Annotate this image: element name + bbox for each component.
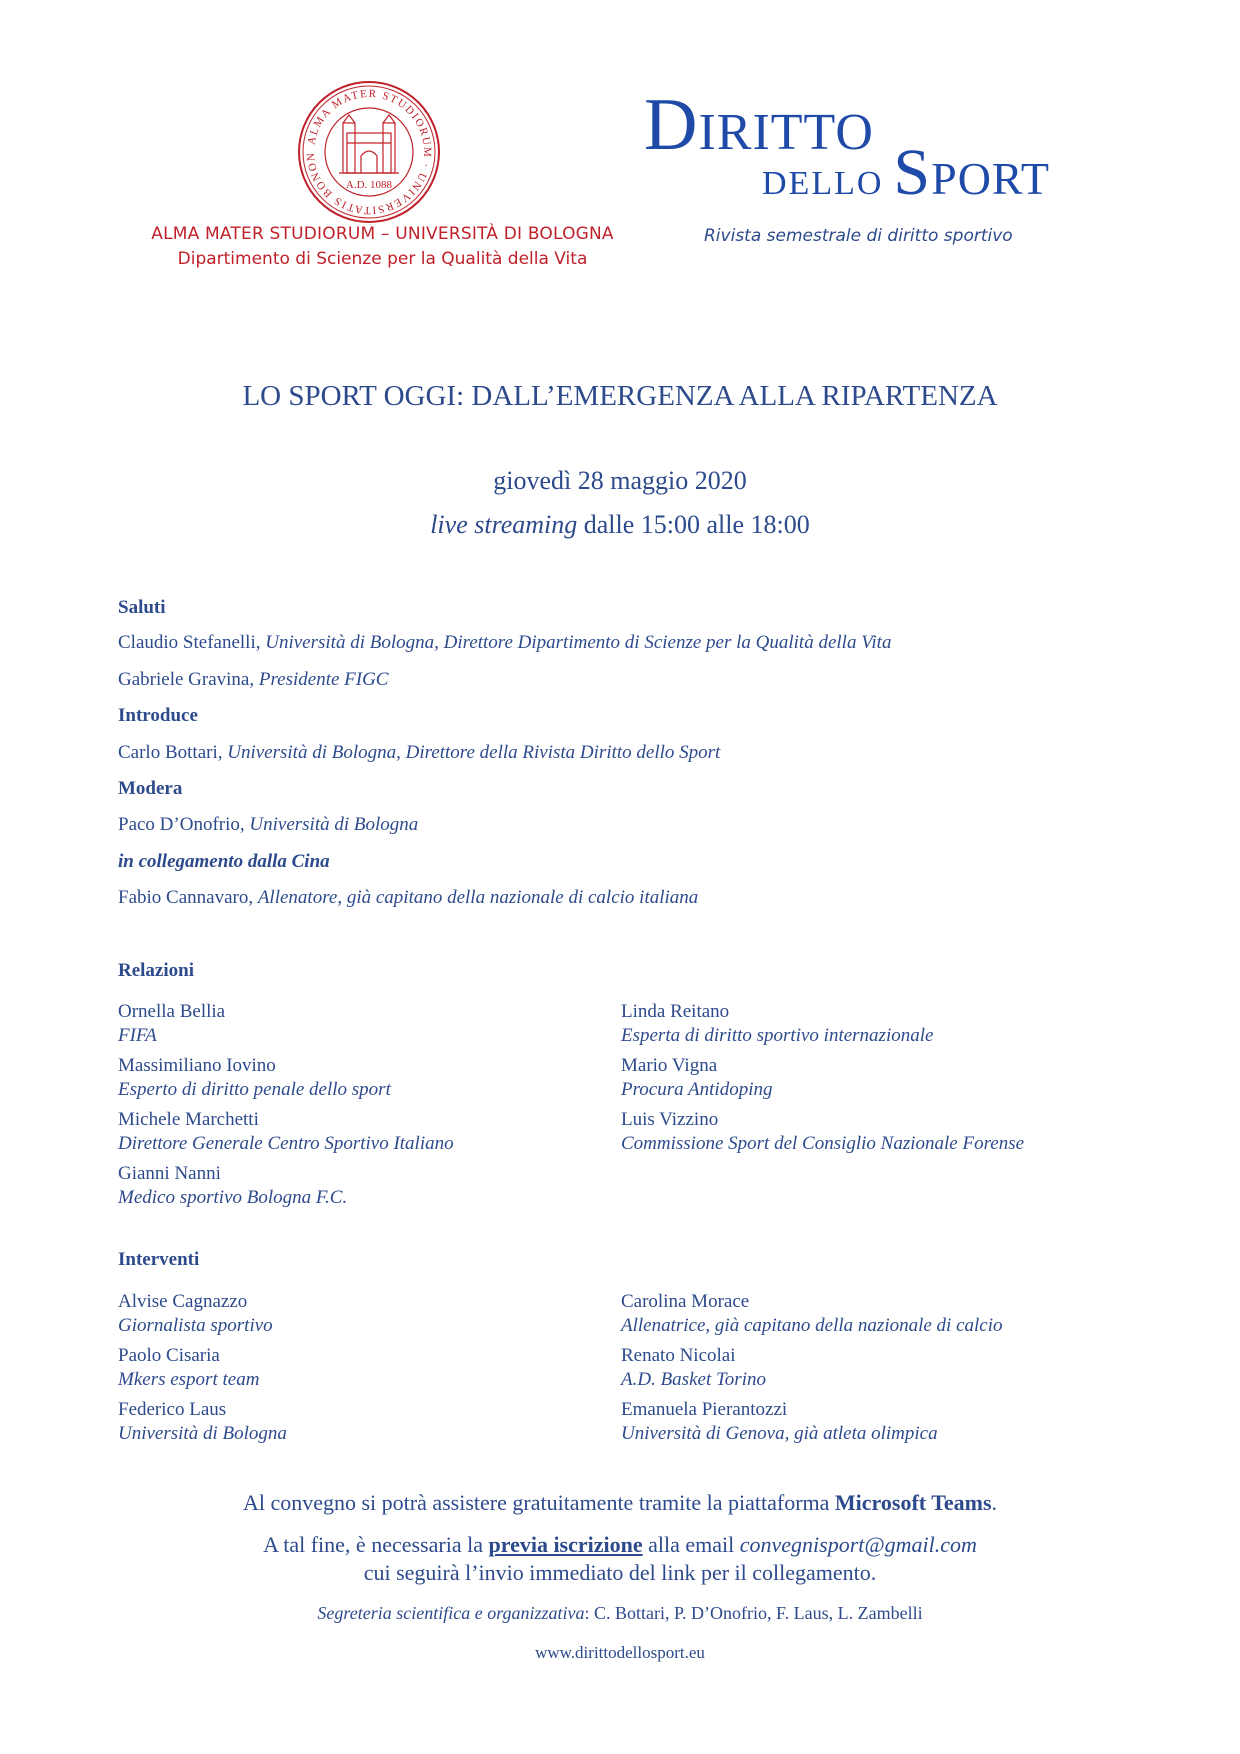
speaker-name: Carlo Bottari, [118, 742, 228, 763]
speaker-role: Allenatore, già capitano della nazionale di calcio italiana [257, 887, 699, 908]
secretariat-line [0, 1603, 1240, 1624]
speaker-role: Università di Genova, già atleta olimpica [621, 1423, 938, 1444]
registration-note [0, 1532, 1240, 1558]
list-item [621, 1000, 1024, 1054]
speaker-role: Mkers esport team [118, 1369, 260, 1390]
cina-heading: in collegamento dalla Cina [118, 851, 330, 872]
event-stream-time [0, 510, 1240, 540]
secretariat-names: : C. Bottari, P. D’Onofrio, F. Laus, L. Zambelli [584, 1603, 923, 1623]
relazioni-heading: Relazioni [118, 960, 194, 981]
speaker-name: Linda Reitano [621, 1001, 730, 1022]
saluti-heading: Saluti [118, 597, 166, 618]
speaker-name: Paolo Cisaria [118, 1345, 220, 1366]
department-name: Dipartimento di Scienze per la Qualità della Vita [177, 249, 588, 269]
event-title: LO SPORT OGGI: DALL’EMERGENZA ALLA RIPARTENZA [242, 380, 998, 412]
stream-time: dalle 15:00 alle 18:00 [577, 510, 810, 539]
list-item [118, 1290, 287, 1344]
speaker-role: Medico sportivo Bologna F.C. [118, 1187, 348, 1208]
speaker-role: Università di Bologna [249, 814, 419, 835]
platform-name: Microsoft Teams [834, 1490, 992, 1515]
speaker-role: FIFA [118, 1025, 157, 1046]
list-item [118, 1108, 454, 1162]
link-note: cui seguirà l’invio immediato del link per il collegamento. [363, 1560, 877, 1585]
journal-logo-line2 [762, 136, 1050, 209]
seal-year: A.D. 1088 [345, 179, 393, 191]
speaker-name: Carolina Morace [621, 1291, 750, 1312]
interventi-heading: Interventi [118, 1249, 200, 1270]
journal-subtitle: Rivista semestrale di diritto sportivo [704, 226, 1013, 246]
speaker-name: Ornella Bellia [118, 1001, 226, 1022]
speaker-name: Gianni Nanni [118, 1163, 221, 1184]
speaker-role: Università di Bologna [118, 1423, 287, 1444]
attendance-text: Al convegno si potrà assistere gratuitamente tramite la piattaforma [242, 1490, 835, 1515]
registration-email-label: alla email [642, 1532, 740, 1557]
speaker-name: Emanuela Pierantozzi [621, 1399, 788, 1420]
logo-dello-text: DELLO [762, 165, 884, 202]
speaker-name: Alvise Cagnazzo [118, 1291, 248, 1312]
list-item [118, 1162, 454, 1216]
list-item [621, 1054, 1024, 1108]
modera-speaker [118, 814, 418, 836]
speaker-role: Giornalista sportivo [118, 1315, 273, 1336]
list-item [118, 1000, 454, 1054]
relazioni-left-column [118, 1000, 454, 1216]
speaker-name: Fabio Cannavaro, [118, 887, 258, 908]
speaker-role: Commissione Sport del Consiglio Nazionale Forense [621, 1133, 1025, 1154]
speaker-role: Presidente FIGC [258, 669, 389, 690]
speaker-role: Allenatrice, già capitano della nazionale di calcio [621, 1315, 1003, 1336]
speaker-role: Università di Bologna, Direttore della Rivista Diritto dello Sport [227, 742, 721, 763]
speaker-name: Federico Laus [118, 1399, 227, 1420]
university-name: ALMA MATER STUDIORUM – UNIVERSITÀ DI BOLOGNA [151, 224, 614, 244]
introduce-speaker [118, 742, 720, 764]
speaker-name: Paco D’Onofrio, [118, 814, 250, 835]
attendance-note [0, 1490, 1240, 1516]
logo-diritto-text: Diritto [644, 84, 874, 166]
speaker-role: Procura Antidoping [621, 1079, 773, 1100]
speaker-name: Mario Vigna [621, 1055, 718, 1076]
interventi-right-column [621, 1290, 1003, 1452]
list-item [621, 1398, 1003, 1452]
interventi-left-column [118, 1290, 287, 1452]
speaker-role: Università di Bologna, Direttore Dipartimento di Scienze per la Qualità della Vita [265, 632, 892, 653]
list-item [621, 1344, 1003, 1398]
saluti-speaker [118, 669, 388, 691]
speaker-name: Michele Marchetti [118, 1109, 259, 1130]
list-item [621, 1290, 1003, 1344]
logo-sport-text: Sport [893, 136, 1050, 209]
registration-link[interactable]: previa iscrizione [488, 1532, 643, 1557]
speaker-role: Esperta di diritto sportivo internazionale [621, 1025, 934, 1046]
list-item [621, 1108, 1024, 1162]
registration-text: A tal fine, è necessaria la [263, 1532, 489, 1557]
stream-label: live streaming [430, 510, 578, 539]
registration-email[interactable]: convegnisport@gmail.com [739, 1532, 977, 1557]
website-link[interactable]: www.dirittodellosport.eu [535, 1643, 705, 1662]
speaker-role: Direttore Generale Centro Sportivo Italiano [118, 1133, 454, 1154]
relazioni-right-column [621, 1000, 1024, 1162]
attendance-period: . [991, 1490, 998, 1515]
introduce-heading: Introduce [118, 705, 198, 726]
speaker-name: Gabriele Gravina, [118, 669, 259, 690]
cina-speaker [118, 887, 698, 909]
saluti-speaker [118, 632, 891, 654]
seal-ring-text: ALMA MATER STUDIORUM · UNIVERSITATIS BONON [304, 87, 434, 217]
speaker-name: Renato Nicolai [621, 1345, 736, 1366]
university-seal-logo [295, 78, 443, 226]
speaker-name: Massimiliano Iovino [118, 1055, 276, 1076]
modera-heading: Modera [118, 778, 183, 799]
event-date: giovedì 28 maggio 2020 [493, 466, 747, 495]
speaker-role: A.D. Basket Torino [621, 1369, 766, 1390]
list-item [118, 1054, 454, 1108]
list-item [118, 1344, 287, 1398]
speaker-name: Claudio Stefanelli, [118, 632, 266, 653]
speaker-name: Luis Vizzino [621, 1109, 719, 1130]
list-item [118, 1398, 287, 1452]
secretariat-label: Segreteria scientifica e organizzativa [317, 1603, 585, 1623]
speaker-role: Esperto di diritto penale dello sport [118, 1079, 391, 1100]
